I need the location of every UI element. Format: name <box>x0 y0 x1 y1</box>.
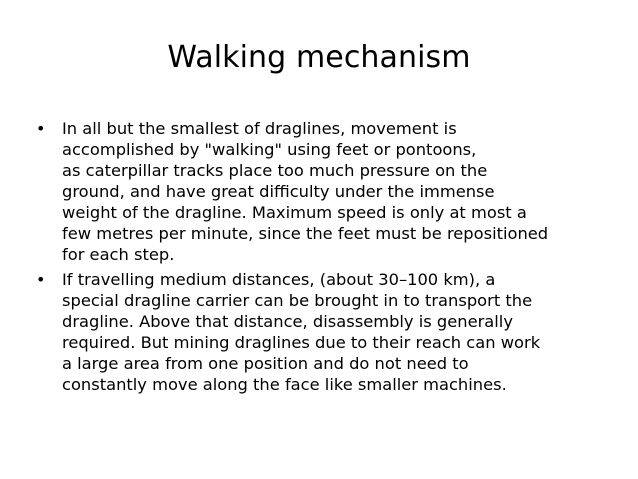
bullet-text-line: for each step. <box>62 245 175 264</box>
bullet-text-line: In all but the smallest of draglines, movement is <box>62 119 457 138</box>
bullet-item <box>36 118 616 265</box>
bullet-list <box>36 118 616 399</box>
bullet-text-line: as caterpillar tracks place too much pressure on the <box>62 161 488 180</box>
bullet-icon: • <box>36 119 46 138</box>
slide-title: Walking mechanism <box>167 40 471 75</box>
bullet-text-line: dragline. Above that distance, disassembly is generally <box>62 312 513 331</box>
bullet-text-line: weight of the dragline. Maximum speed is only at most a <box>62 203 527 222</box>
bullet-text-line: accomplished by "walking" using feet or pontoons, <box>62 140 477 159</box>
bullet-text-line: constantly move along the face like smaller machines. <box>62 375 507 394</box>
bullet-text-line: ground, and have great difficulty under the immense <box>62 182 495 201</box>
bullet-text-line: few metres per minute, since the feet must be repositioned <box>62 224 549 243</box>
bullet-text-line: a large area from one position and do not need to <box>62 354 469 373</box>
bullet-text-line: special dragline carrier can be brought in to transport the <box>62 291 533 310</box>
bullet-text-line: If travelling medium distances, (about 30–100 km), a <box>62 270 496 289</box>
bullet-item <box>36 269 616 395</box>
bullet-text-line: required. But mining draglines due to their reach can work <box>62 333 541 352</box>
bullet-icon: • <box>36 270 46 289</box>
